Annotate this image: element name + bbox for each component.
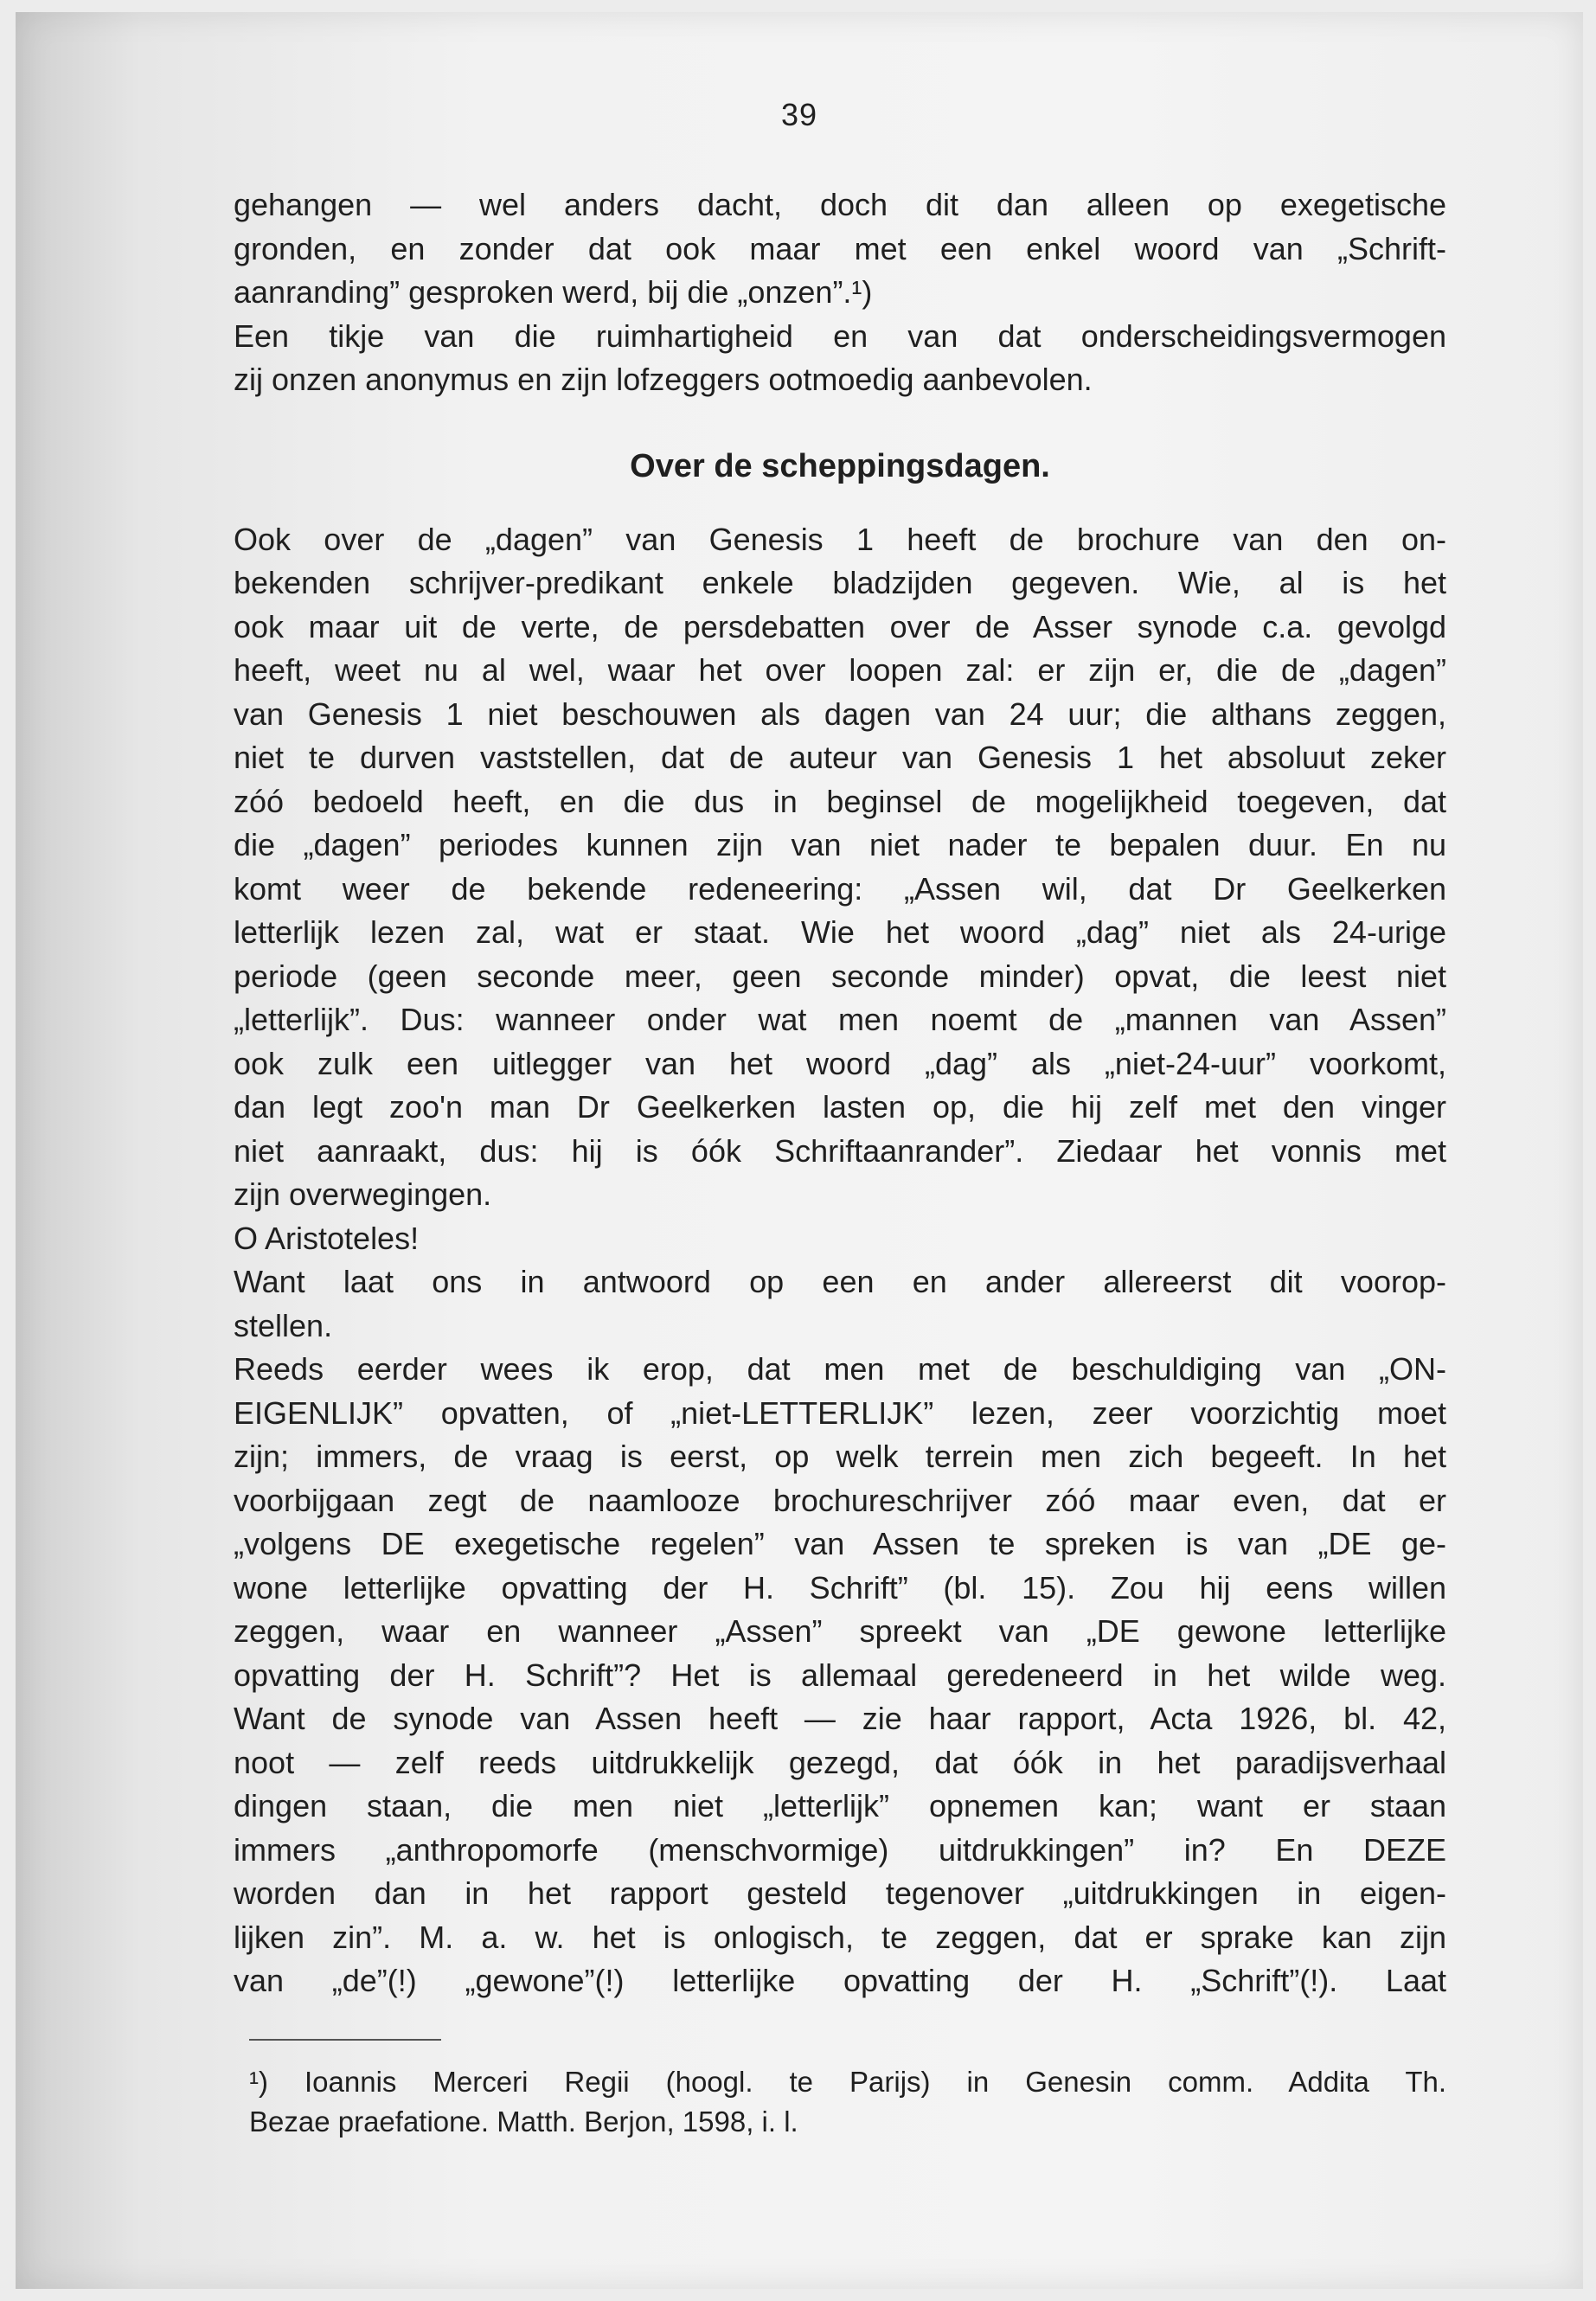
text-line: EIGENLIJK” opvatten, of „niet-LETTERLIJK” lezen, zeer voorzichtig moet xyxy=(234,1394,1446,1431)
text-line: Want de synode van Assen heeft — zie haar rapport, Acta 1926, bl. 42, xyxy=(234,1701,1446,1736)
text-line: Want laat ons in antwoord op een en ander allereerst dit voorop- xyxy=(234,1264,1446,1299)
text-line: noot — zelf reeds uitdrukkelijk gezegd, dat óók in het paradijsverhaal xyxy=(234,1744,1446,1780)
text-line: zóó bedoeld heeft, en die dus in beginsel de mogelijkheid toegeven, dat xyxy=(234,783,1446,819)
text-line: stellen. xyxy=(234,1307,333,1343)
text-line: Reeds eerder wees ik erop, dat men met de beschuldiging van „ON- xyxy=(234,1351,1446,1387)
text-line: dingen staan, die men niet „letterlijk” opnemen kan; want er staan xyxy=(234,1788,1446,1823)
text-line: ook zulk een uitlegger van het woord „dag” als „niet-24-uur” voorkomt, xyxy=(234,1045,1446,1081)
text-line: opvatting der H. Schrift”? Het is allemaal geredeneerd in het wilde weg. xyxy=(234,1657,1446,1693)
body-text xyxy=(234,183,1446,2003)
footnote-line: ¹) Ioannis Merceri Regii (hoogl. te Parijs) in Genesin comm. Addita Th. xyxy=(249,2066,1446,2098)
text-line: heeft, weet nu al wel, waar het over loopen zal: er zijn er, die de „dagen” xyxy=(234,652,1446,688)
text-line: die „dagen” periodes kunnen zijn van niet nader te bepalen duur. En nu xyxy=(234,827,1446,862)
text-line: van „de”(!) „gewone”(!) letterlijke opvatting der H. „Schrift”(!). Laat xyxy=(234,1963,1446,1998)
text-line: dan legt zoo'n man Dr Geelkerken lasten op, die hij zelf met den vinger xyxy=(234,1089,1446,1125)
text-line: O Aristoteles! xyxy=(234,1220,420,1256)
text-line: zeggen, waar en wanneer „Assen” spreekt van „DE gewone letterlijke xyxy=(234,1613,1446,1649)
text-line: worden dan in het rapport gesteld tegenover „uitdrukkingen in eigen- xyxy=(234,1875,1446,1911)
text-line: zijn; immers, de vraag is eerst, op welk terrein men zich begeeft. In het xyxy=(234,1439,1446,1474)
text-line: „letterlijk”. Dus: wanneer onder wat men noemt de „mannen van Assen” xyxy=(234,1002,1446,1037)
text-line: immers „anthropomorfe (menschvormige) uitdrukkingen” in? En DEZE xyxy=(234,1831,1446,1868)
text-line: periode (geen seconde meer, geen seconde minder) opvat, die leest niet xyxy=(234,958,1446,994)
section-heading: Over de scheppingsdagen. xyxy=(630,447,1050,484)
text-line: letterlijk lezen zal, wat er staat. Wie het woord „dag” niet als 24-urige xyxy=(234,914,1446,950)
text-line: komt weer de bekende redeneering: „Assen wil, dat Dr Geelkerken xyxy=(234,870,1446,907)
text-line: lijken zin”. M. a. w. het is onlogisch, te zeggen, dat er sprake kan zijn xyxy=(234,1919,1446,1955)
text-line: Een tikje van die ruimhartigheid en van dat onderscheidingsvermogen xyxy=(234,317,1446,354)
text-line: zij onzen anonymus en zijn lofzeggers ootmoedig aanbevolen. xyxy=(234,362,1093,397)
text-line: niet aanraakt, dus: hij is óók Schriftaanrander”. Ziedaar het vonnis met xyxy=(234,1132,1446,1169)
text-line: van Genesis 1 niet beschouwen als dagen van 24 uur; die althans zeggen, xyxy=(234,695,1446,732)
text-line: niet te durven vaststellen, dat de auteur van Genesis 1 het absoluut zeker xyxy=(234,740,1446,775)
text-line: Ook over de „dagen” van Genesis 1 heeft de brochure van den on- xyxy=(234,521,1446,557)
book-page xyxy=(16,12,1583,2289)
text-line: aanranding” gesproken werd, bij die „onzen”.¹) xyxy=(234,274,873,310)
text-line: wone letterlijke opvatting der H. Schrift” (bl. 15). Zou hij eens willen xyxy=(234,1569,1446,1606)
footnote-divider xyxy=(249,2039,441,2041)
text-line: ook maar uit de verte, de persdebatten over de Asser synode c.a. gevolgd xyxy=(234,608,1446,644)
text-line: bekenden schrijver-predikant enkele bladzijden gegeven. Wie, al is het xyxy=(234,565,1446,600)
text-line: voorbijgaan zegt de naamlooze brochureschrijver zóó maar even, dat er xyxy=(234,1482,1446,1518)
text-line: zijn overwegingen. xyxy=(234,1176,492,1212)
text-line: gehangen — wel anders dacht, doch dit dan alleen op exegetische xyxy=(234,187,1446,222)
page-number: 39 xyxy=(780,97,818,132)
footnote xyxy=(249,2062,1446,2142)
text-line: gronden, en zonder dat ook maar met een enkel woord van „Schrift- xyxy=(234,230,1446,266)
text-line: „volgens DE exegetische regelen” van Assen te spreken is van „DE ge- xyxy=(234,1526,1446,1561)
footnote-line: Bezae praefatione. Matth. Berjon, 1598, i. l. xyxy=(249,2106,798,2138)
